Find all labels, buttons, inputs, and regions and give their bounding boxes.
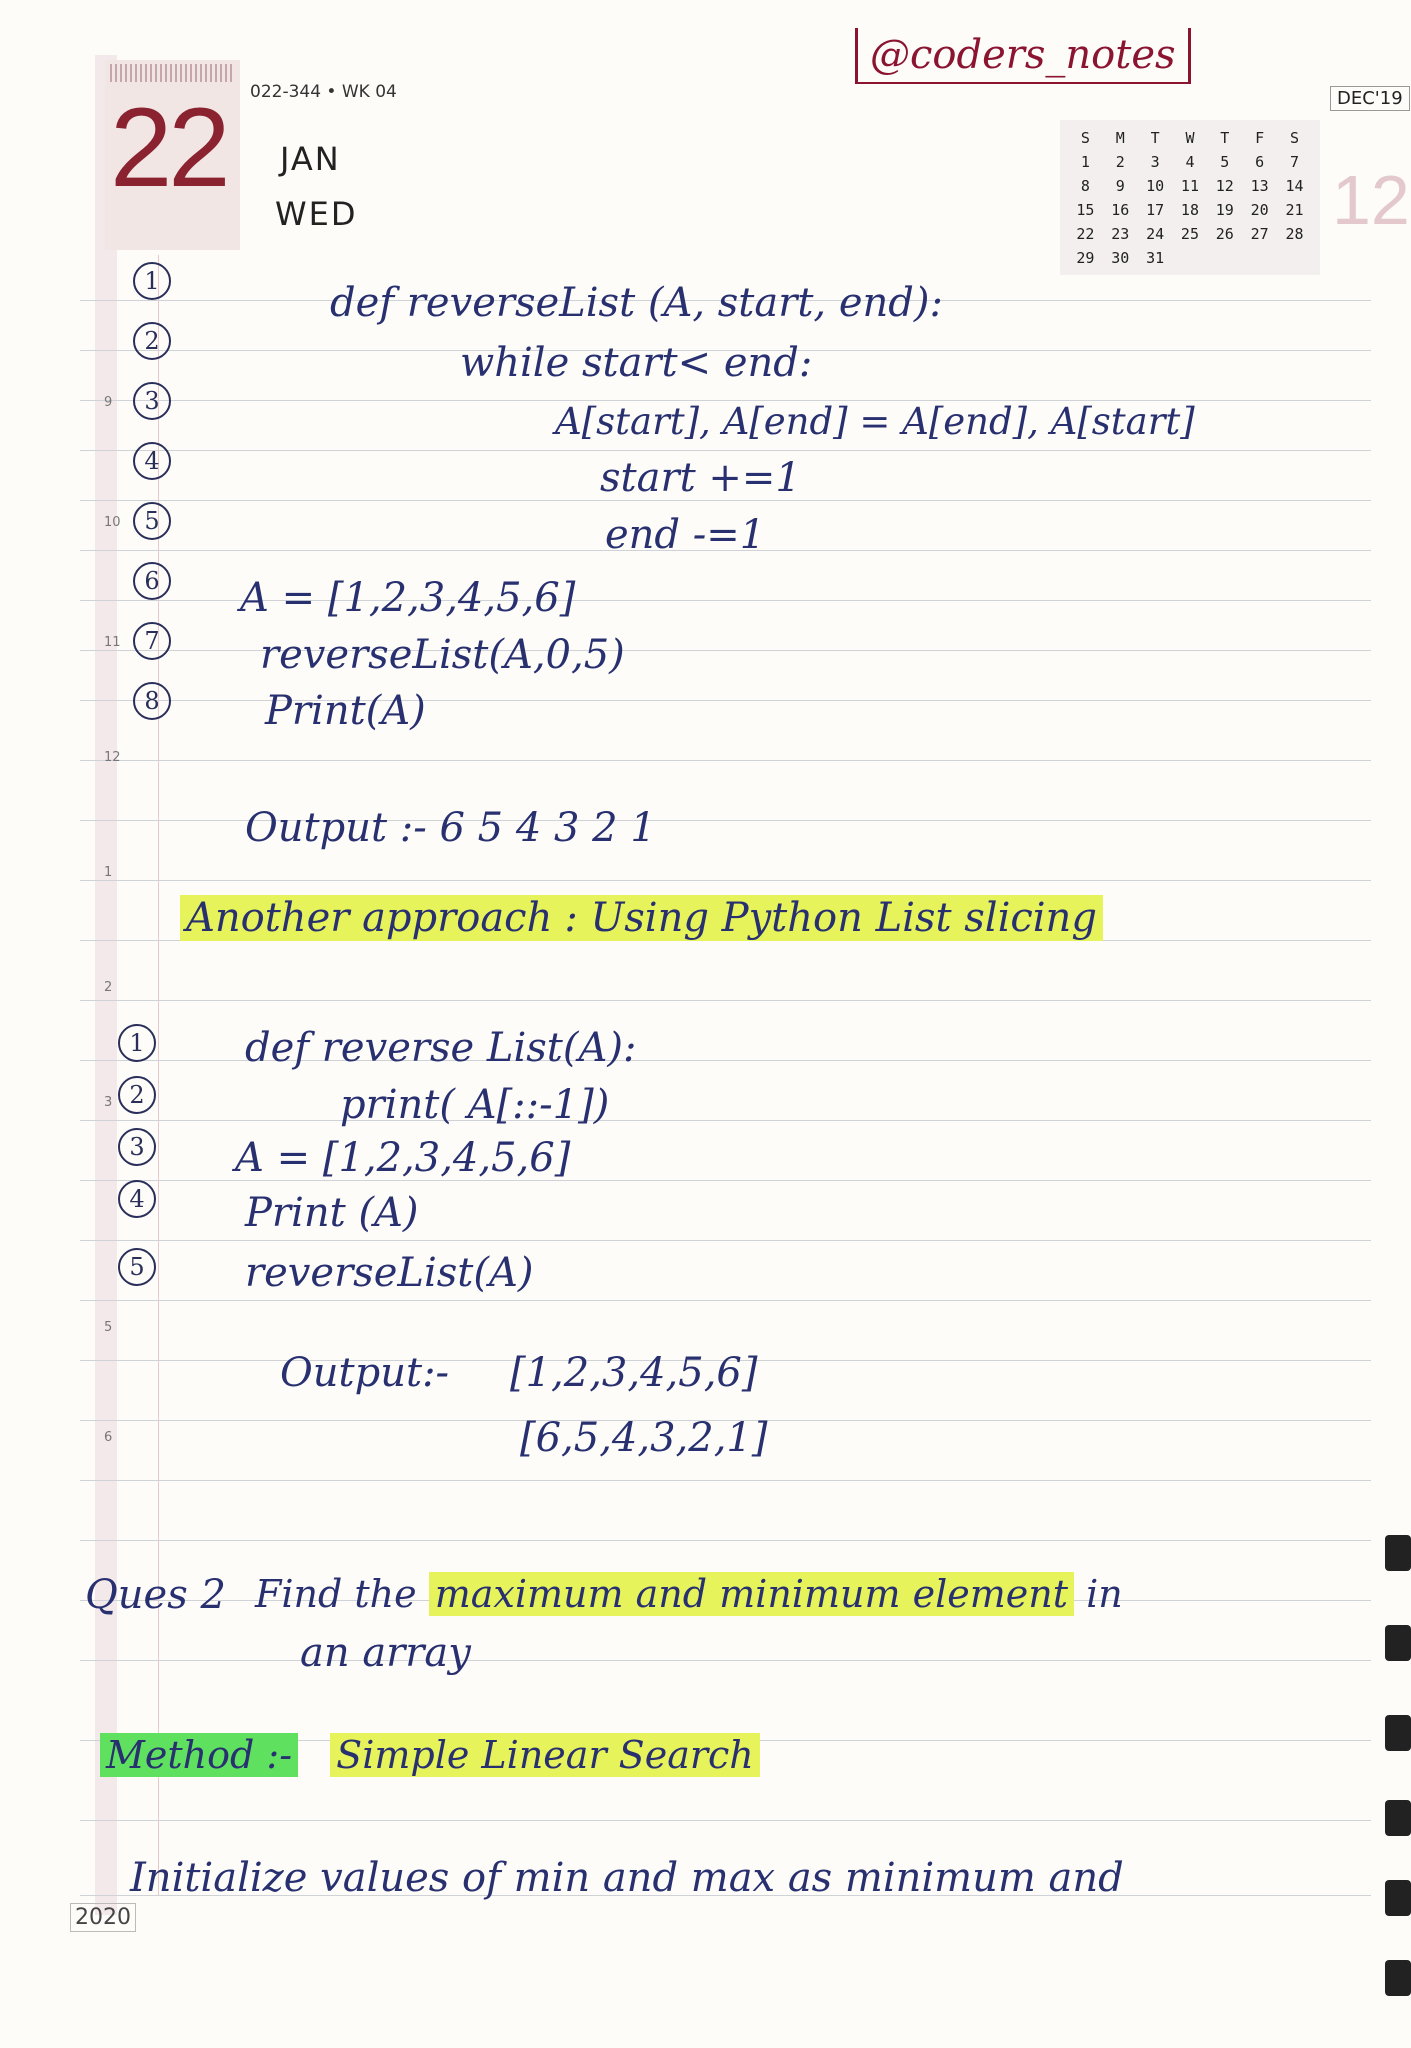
- calendar-cell: 10: [1146, 177, 1165, 195]
- calendar-cell: 6: [1255, 153, 1265, 171]
- line-number: 2: [133, 322, 171, 360]
- calendar-cell: S: [1080, 129, 1090, 147]
- line-number: 6: [133, 562, 171, 600]
- method-line: [100, 1733, 760, 1777]
- calendar-cell: 12: [1215, 177, 1234, 195]
- calendar-week-row: [1068, 150, 1312, 174]
- calendar-cell: 27: [1250, 225, 1269, 243]
- question-highlight: maximum and minimum element: [429, 1572, 1074, 1616]
- highlighted-heading: Another approach: [180, 895, 558, 941]
- calendar-cell: 20: [1250, 201, 1269, 219]
- question-label: Ques 2: [85, 1572, 226, 1618]
- code-line: reverseList(A,0,5): [260, 632, 625, 678]
- calendar-month-number: 12: [1332, 161, 1410, 239]
- question-text: [255, 1572, 1123, 1616]
- calendar-cell: 13: [1250, 177, 1269, 195]
- output-line: Output :- 6 5 4 3 2 1: [245, 805, 656, 851]
- line-number: 8: [133, 682, 171, 720]
- calendar-week-row: [1068, 174, 1312, 198]
- code-line: end -=1: [605, 512, 766, 558]
- highlighted-subheading: : Using Python List slicing: [558, 895, 1103, 941]
- line-number: 1: [133, 262, 171, 300]
- mini-calendar: [1060, 120, 1320, 275]
- calendar-cell: F: [1255, 129, 1265, 147]
- calendar-cell: 11: [1180, 177, 1199, 195]
- calendar-cell: 29: [1076, 249, 1095, 267]
- calendar-cell: 3: [1150, 153, 1160, 171]
- calendar-cell: 23: [1111, 225, 1130, 243]
- calendar-cell: [1207, 246, 1242, 270]
- hour-mark: 11: [104, 635, 121, 650]
- calendar-cell: 15: [1076, 201, 1095, 219]
- code-line: Print (A): [245, 1190, 419, 1236]
- output-line: [1,2,3,4,5,6]: [510, 1350, 758, 1396]
- calendar-weekday-row: [1068, 126, 1312, 150]
- calendar-cell: 8: [1080, 177, 1090, 195]
- calendar-label: DEC'19: [1330, 86, 1410, 111]
- hour-mark: 6: [104, 1430, 113, 1445]
- init-line: Initialize values of min and max as minimum and: [130, 1855, 1124, 1901]
- calendar-cell: 4: [1185, 153, 1195, 171]
- calendar-cell: 19: [1215, 201, 1234, 219]
- calendar-week-row: [1068, 246, 1312, 270]
- calendar-cell: 30: [1111, 249, 1130, 267]
- calendar-cell: 7: [1290, 153, 1300, 171]
- method-label: Method :-: [100, 1733, 298, 1777]
- calendar-cell: 16: [1111, 201, 1130, 219]
- line-number: 1: [118, 1024, 156, 1062]
- hour-mark: 5: [104, 1320, 113, 1335]
- calendar-cell: 9: [1115, 177, 1125, 195]
- calendar-cell: T: [1150, 129, 1160, 147]
- method-value: Simple Linear Search: [330, 1733, 760, 1777]
- year-label: 2020: [70, 1903, 136, 1932]
- line-number: 7: [133, 622, 171, 660]
- code-line: A[start], A[end] = A[end], A[start]: [555, 400, 1195, 443]
- hour-mark: 3: [104, 1095, 113, 1110]
- calendar-cell: 31: [1146, 249, 1165, 267]
- author-handle: @coders_notes: [855, 28, 1191, 84]
- output-label: Output:-: [280, 1350, 450, 1396]
- hour-mark: 10: [104, 515, 121, 530]
- hour-mark: 12: [104, 750, 121, 765]
- hour-mark: 9: [104, 395, 113, 410]
- calendar-cell: 21: [1285, 201, 1304, 219]
- hour-mark: 1: [104, 865, 113, 880]
- code-line: A = [1,2,3,4,5,6]: [240, 575, 576, 621]
- line-number: 3: [118, 1128, 156, 1166]
- barcode-decoration: [110, 64, 235, 82]
- question-text-post: in: [1073, 1572, 1123, 1616]
- weekday-label: WED: [275, 195, 358, 233]
- calendar-cell: [1173, 246, 1208, 270]
- section-heading: [180, 895, 1103, 941]
- calendar-cell: 22: [1076, 225, 1095, 243]
- line-number: 5: [133, 502, 171, 540]
- calendar-cell: 18: [1180, 201, 1199, 219]
- calendar-cell: 2: [1115, 153, 1125, 171]
- calendar-cell: 25: [1180, 225, 1199, 243]
- calendar-cell: 5: [1220, 153, 1230, 171]
- day-number-line: 022-344 • WK 04: [250, 82, 397, 102]
- code-line: A = [1,2,3,4,5,6]: [235, 1135, 571, 1181]
- calendar-cell: 24: [1146, 225, 1165, 243]
- calendar-cell: T: [1220, 129, 1230, 147]
- calendar-week-row: [1068, 198, 1312, 222]
- question-text-line2: an array: [300, 1630, 471, 1676]
- calendar-week-row: [1068, 222, 1312, 246]
- code-line: def reverseList (A, start, end):: [330, 280, 943, 326]
- code-line: start +=1: [600, 455, 801, 501]
- line-number: 4: [133, 442, 171, 480]
- code-line: Print(A): [265, 688, 426, 734]
- calendar-cell: 14: [1285, 177, 1304, 195]
- calendar-cell: 17: [1146, 201, 1165, 219]
- calendar-cell: S: [1290, 129, 1300, 147]
- hour-mark: 2: [104, 980, 113, 995]
- line-number: 2: [118, 1076, 156, 1114]
- line-number: 3: [133, 382, 171, 420]
- calendar-cell: [1277, 246, 1312, 270]
- calendar-cell: [1242, 246, 1277, 270]
- calendar-cell: 1: [1080, 153, 1090, 171]
- big-day: 22: [110, 85, 227, 210]
- calendar-cell: W: [1185, 129, 1195, 147]
- margin-line: [158, 255, 159, 1895]
- calendar-cell: 28: [1285, 225, 1304, 243]
- output-line: [6,5,4,3,2,1]: [520, 1415, 768, 1461]
- calendar-cell: M: [1115, 129, 1125, 147]
- calendar-cell: 26: [1215, 225, 1234, 243]
- month-label: JAN: [280, 140, 341, 178]
- question-text-pre: Find the: [255, 1572, 429, 1616]
- code-line: reverseList(A): [245, 1250, 534, 1296]
- code-line: while start< end:: [460, 340, 813, 386]
- code-line: print( A[::-1]): [340, 1082, 610, 1128]
- line-number: 5: [118, 1248, 156, 1286]
- code-line: def reverse List(A):: [245, 1025, 637, 1071]
- line-number: 4: [118, 1180, 156, 1218]
